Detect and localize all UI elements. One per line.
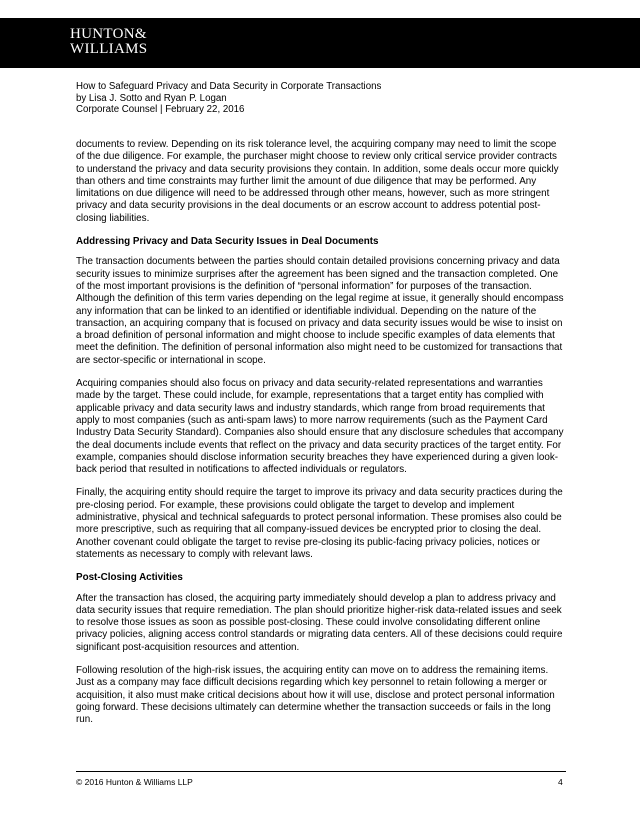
body-paragraph: The transaction documents between the parties should contain detailed provisions concerning privacy and data security issues to minimize surprises after the agreement has been signed and the transaction completed. One of the most important provisions is the definition of “personal information” for purposes of the transaction. Although the definition of this term varies depending on the legal regime at issue, it generally should encompass any information that can be linked to an identified or identifiable individual. Depending on the nature of the transaction, an acquiring company that is focused on privacy and data security issues would be wise to insist on a broad definition of personal information and might choose to include specific examples of data elements that meet the definition. The definition of personal information also might need to be customized for transactions that are sector-specific or international in scope. (76, 256, 564, 366)
body-paragraph: documents to review. Depending on its risk tolerance level, the acquiring company may need to limit the scope of the due diligence. For example, the purchaser might choose to review only critical service provider contracts to understand the privacy and data security provisions they contain. In addition, some deals occur more quickly than others and time constraints may further limit the amount of due diligence that may be performed. Any limitations on due diligence will need to be addressed through other means, however, such as more stringent privacy and data security provisions in the deal documents or an escrow account to address potential post-closing liabilities. (76, 139, 559, 224)
article-byline: by Lisa J. Sotto and Ryan P. Logan (76, 92, 227, 104)
section-heading: Addressing Privacy and Data Security Issues in Deal Documents (76, 236, 379, 248)
body-paragraph: After the transaction has closed, the acquiring party immediately should develop a plan to address privacy and data security issues that require remediation. The plan should prioritize higher-risk data-related issues and seek to resolve those issues as soon as possible post-closing. These could involve consolidating different online privacy policies, aligning access control standards or migrating data centers. All of these decisions could require significant post-acquisition resources and attention. (76, 592, 563, 653)
article-body (76, 139, 566, 737)
footer-divider (76, 771, 566, 772)
body-paragraph: Acquiring companies should also focus on privacy and data security-related representations and warranties made by the target. These could include, for example, representations that a target entity has complied with applicable privacy and data security laws and industry standards, which range from broad requirements that apply to most companies (such as anti-spam laws) to more narrow requirements (such as the Payment Card Industry Data Security Standard). Companies also should ensure that any disclosure schedules that accompany the deal documents include events that reflect on the privacy and data security practices of the target entity. For example, companies should disclose information security breaches they have experienced during a given look-back period that resulted in notifications to affected individuals or regulators. (76, 378, 564, 476)
firm-logo (70, 27, 147, 57)
header-logo-bar (0, 18, 640, 68)
page-number: 4 (558, 777, 563, 787)
section-heading: Post-Closing Activities (76, 572, 183, 584)
footer-copyright: © 2016 Hunton & Williams LLP (76, 777, 193, 787)
logo-line-1: HUNTON& (70, 26, 147, 42)
body-paragraph: Finally, the acquiring entity should require the target to improve its privacy and data security practices during the pre-closing period. For example, these provisions could obligate the target to develop and implement administrative, physical and technical safeguards to protect personal information. These promises also could be more prescriptive, such as requiring that all company-issued devices be encrypted prior to closing the deal. Another covenant could obligate the target to revise pre-closing its public-facing privacy policies, notices or statements as necessary to comply with relevant laws. (76, 487, 563, 560)
logo-line-2: WILLIAMS (70, 41, 148, 57)
article-title: How to Safeguard Privacy and Data Security in Corporate Transactions (76, 81, 382, 92)
article-meta (76, 81, 381, 116)
body-paragraph: Following resolution of the high-risk issues, the acquiring entity can move on to address the remaining items. Just as a company may face difficult decisions regarding which key personnel to retain following a merger or acquisition, it also must make critical decisions about how it will use, disclose and protect personal information going forward. These decisions ultimately can determine whether the transaction succeeds or fails in the long run. (76, 664, 555, 726)
article-publication: Corporate Counsel | February 22, 2016 (76, 104, 245, 115)
